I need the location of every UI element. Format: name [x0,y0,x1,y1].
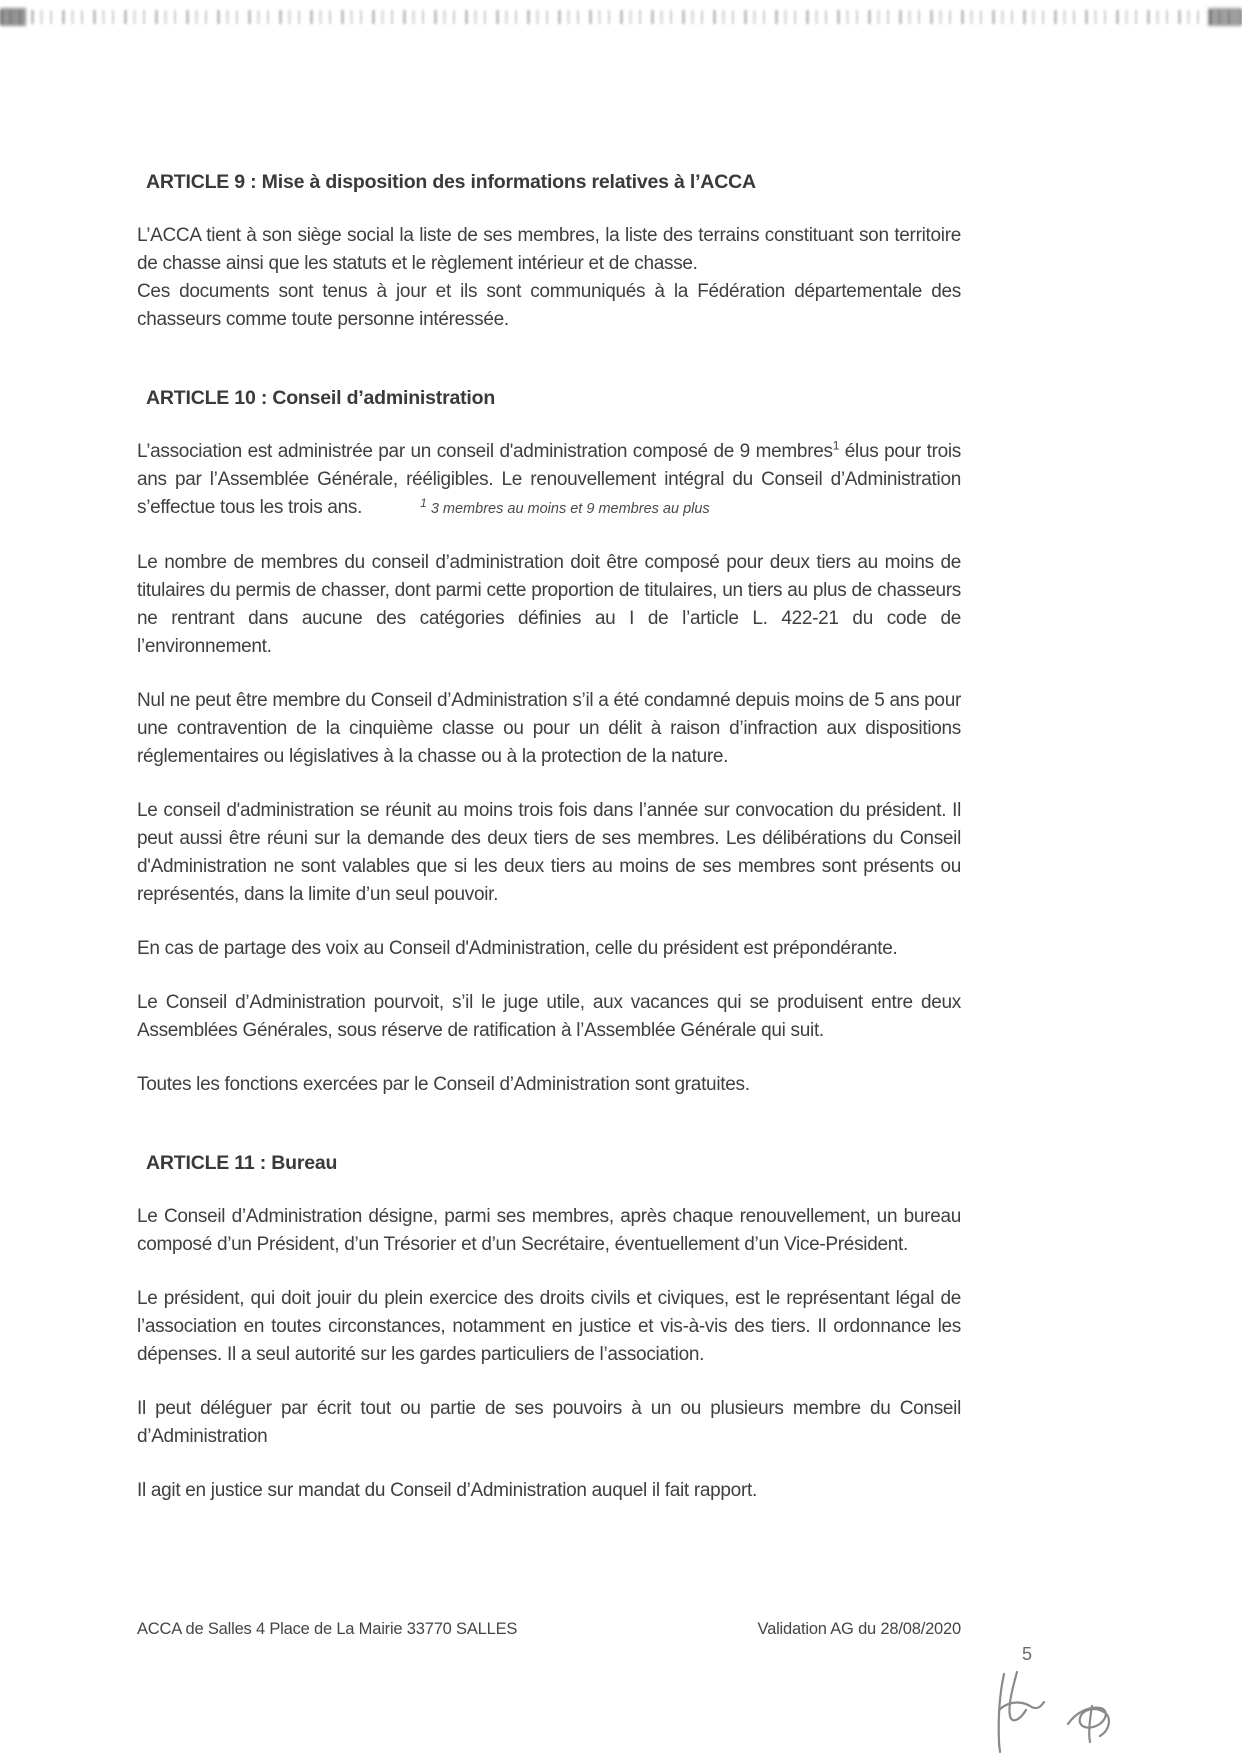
article11-paragraph-3: Il peut déléguer par écrit tout ou partie de ses pouvoirs à un ou plusieurs membre du Conseil d’Administration [137,1398,961,1447]
article10-p1-text: L’association est administrée par un conseil d'administration composé de 9 membres [137,441,833,462]
page-number: 5 [1022,1644,1033,1664]
document-body [137,168,961,1505]
handwritten-initials-icon [972,1662,1122,1754]
article9-paragraph-1: L’ACCA tient à son siège social la liste de ses membres, la liste des terrains constituant son territoire de chasse ainsi que les statuts et le règlement intérieur et de chasse. [137,225,961,274]
article10-paragraph-5: En cas de partage des voix au Conseil d'Administration, celle du président est prépondérante. [137,938,898,959]
article9-title: ARTICLE 9 : Mise à disposition des informations relatives à l’ACCA [146,171,756,193]
signature-marks [972,1662,1122,1754]
footnote-marker: 1 [832,438,840,453]
footnote-number: 1 [420,496,427,511]
article10-paragraph-2: Le nombre de membres du conseil d’administration doit être composé pour deux tiers au moins de titulaires du permis de chasser, dont parmi cette proportion de titulaires, un tiers au plus de chasseurs ne rentrant dans aucune des catégories définies au I de l’article L. 422-21 du code de l’environnement. [137,552,961,657]
scan-artifact-right [1208,8,1242,26]
article10-paragraph-1 [137,438,961,523]
article10-title: ARTICLE 10 : Conseil d’administration [146,387,496,409]
footnote-text: 3 membres au moins et 9 membres au plus [426,501,710,517]
footer-address: ACCA de Salles 4 Place de La Mairie 33770 SALLES [137,1620,518,1638]
article11-paragraph-4: Il agit en justice sur mandat du Conseil d’Administration auquel il fait rapport. [137,1480,757,1501]
article10-paragraph-4: Le conseil d'administration se réunit au moins trois fois dans l’année sur convocation du président. Il peut aussi être réuni sur la demande des deux tiers de ses membres. Les délibérations du Conseil d'Administration ne sont valables que si les deux tiers au moins de ses membres sont présents ou représentés, dans la limite d’un seul pouvoir. [137,800,961,905]
scan-artifact-left [0,8,26,26]
scan-artifact-band [0,10,1242,24]
article10-paragraph-6: Le Conseil d’Administration pourvoit, s’il le juge utile, aux vacances qui se produisent entre deux Assemblées Générales, sous réserve de ratification à l’Assemblée Générale qui suit. [137,992,961,1041]
page-footer [137,1620,961,1639]
article10-paragraph-7: Toutes les fonctions exercées par le Conseil d’Administration sont gratuites. [137,1074,750,1095]
article10-paragraph-3: Nul ne peut être membre du Conseil d’Administration s’il a été condamné depuis moins de 5 ans pour une contravention de la cinquième classe ou pour un délit à raison d’infraction aux dispositions réglementaires ou législatives à la chasse ou à la protection de la nature. [137,690,961,767]
article11-paragraph-1: Le Conseil d’Administration désigne, parmi ses membres, après chaque renouvellement, un bureau composé d’un Président, d’un Trésorier et d’un Secrétaire, éventuellement d’un Vice-Président. [137,1206,961,1255]
article11-title: ARTICLE 11 : Bureau [146,1152,338,1174]
footer-validation: Validation AG du 28/08/2020 [757,1620,961,1638]
footnote [420,496,710,517]
article10-p1-text-cont: élus pour trois ans par l’Assemblée Générale, rééligibles. Le renouvellement intégral du Conseil d’Administration s’effectue tous les trois ans. [137,441,961,518]
article11-paragraph-2: Le président, qui doit jouir du plein exercice des droits civils et civiques, est le représentant légal de l’association en toutes circonstances, notamment en justice et vis-à-vis des tiers. Il ordonnance les dépenses. Il a seul autorité sur les gardes particuliers de l’association. [137,1288,961,1365]
article9-paragraph-2: Ces documents sont tenus à jour et ils sont communiqués à la Fédération départementale des chasseurs comme toute personne intéressée. [137,281,961,330]
